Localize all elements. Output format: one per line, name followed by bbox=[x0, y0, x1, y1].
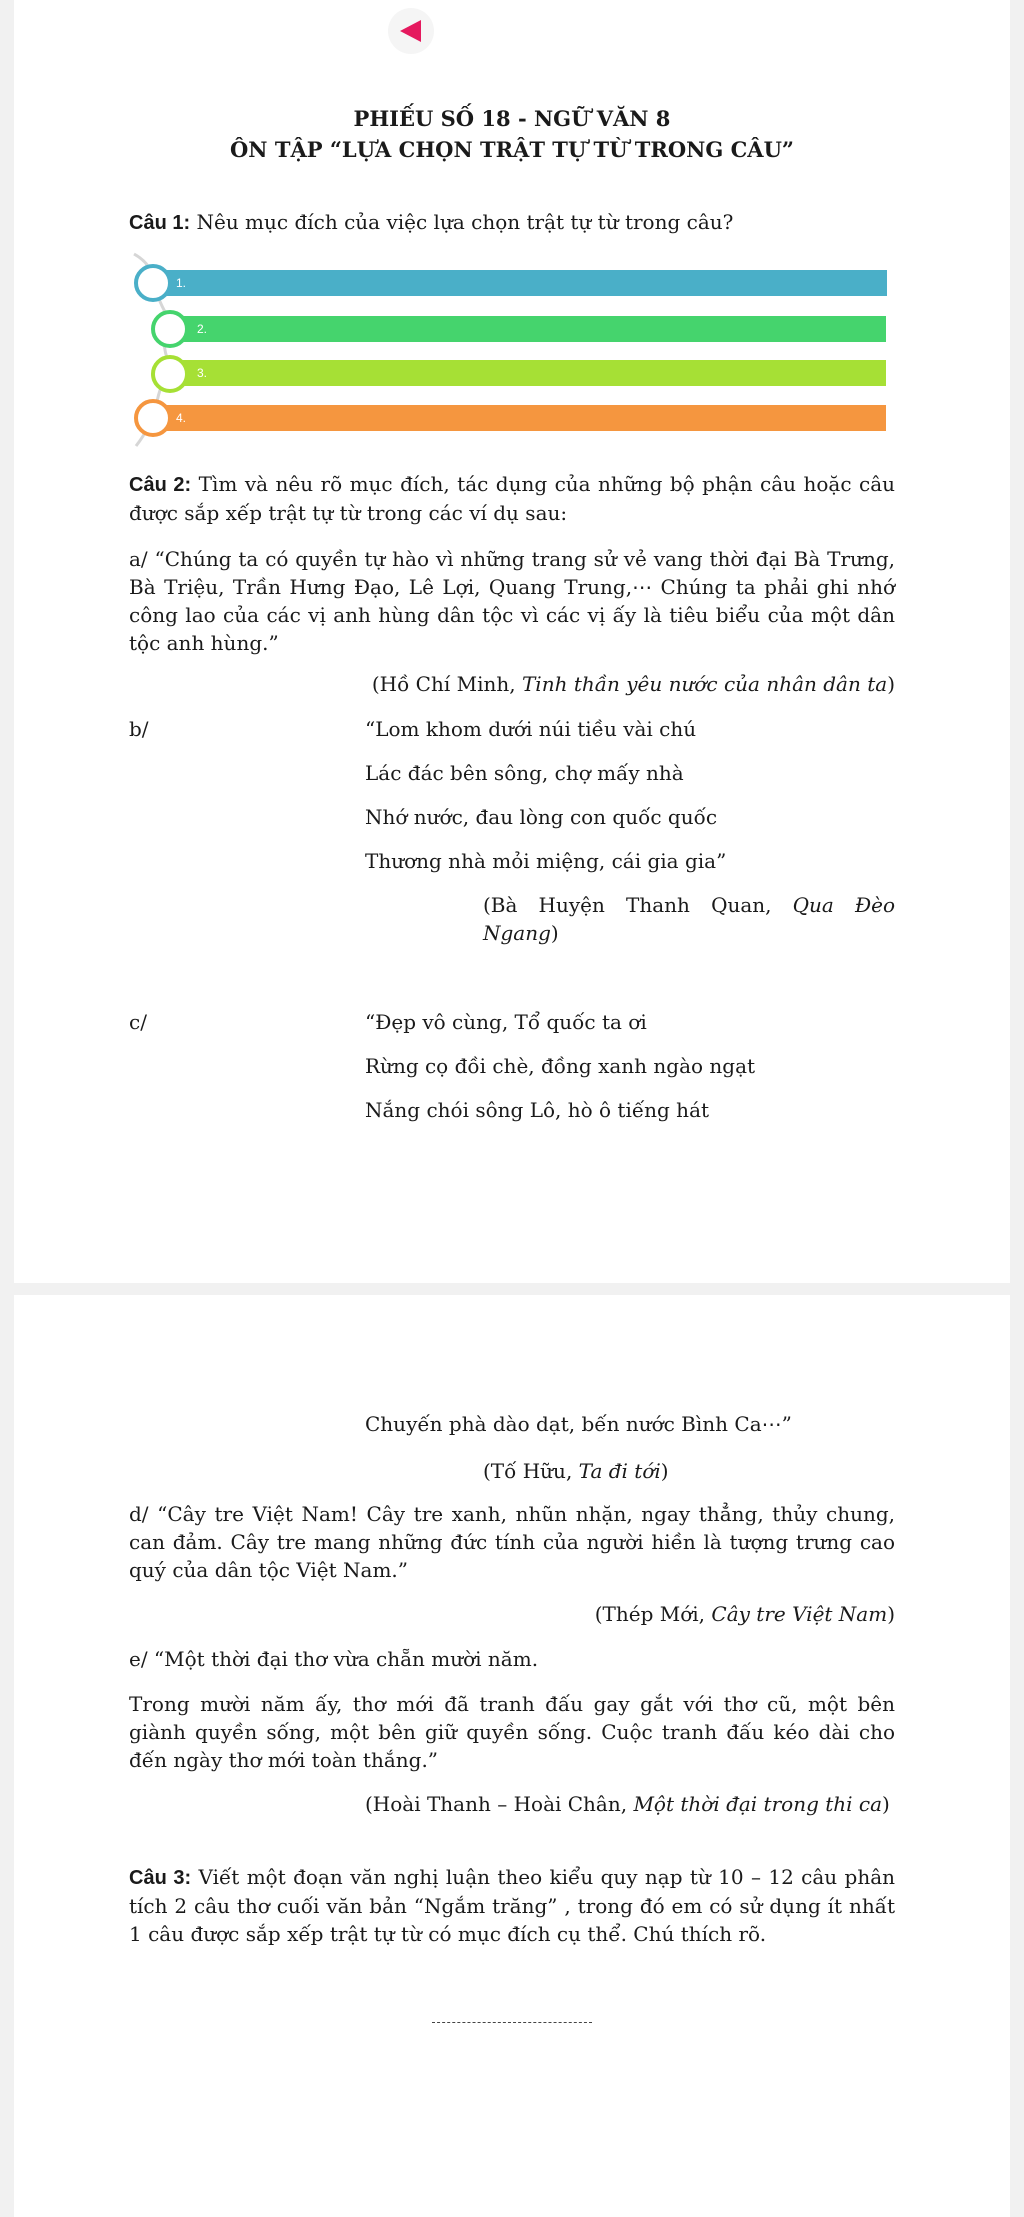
example-b-line-4: Thương nhà mỏi miệng, cái gia gia” bbox=[365, 849, 727, 873]
example-b-line-1: “Lom khom dưới núi tiều vài chú bbox=[365, 717, 697, 741]
answer-bar-3-fill bbox=[170, 360, 886, 386]
example-e-paragraph: Trong mười năm ấy, thơ mới đã tranh đấu gay gắt với thơ cũ, một bên giành quyền sống, một bên giữ quyền sống. Cuộc tranh đấu kéo dài cho đến ngày thơ mới toàn thắng.” bbox=[129, 1692, 895, 1772]
example-c-source-author: (Tố Hữu, bbox=[483, 1459, 579, 1483]
question-1 bbox=[129, 208, 899, 237]
example-b-source-author: (Bà Huyện Thanh Quan, bbox=[483, 893, 793, 917]
answer-bar-2-ring bbox=[151, 310, 189, 348]
example-e-source-title: Một thời đại trong thi ca bbox=[633, 1792, 883, 1816]
answer-bar-4-ring bbox=[134, 399, 172, 437]
answer-bar-4-number: 4. bbox=[176, 411, 187, 425]
example-c-source-close: ) bbox=[660, 1459, 669, 1483]
answer-bar-2-number: 2. bbox=[197, 322, 208, 336]
example-d-source bbox=[365, 1600, 895, 1628]
example-b-line-2: Lác đác bên sông, chợ mấy nhà bbox=[365, 761, 684, 785]
example-a-source-author: (Hồ Chí Minh, bbox=[371, 672, 522, 696]
example-b-source-close: ) bbox=[550, 921, 559, 945]
example-a-source bbox=[365, 670, 895, 698]
example-e-source-author: (Hoài Thanh – Hoài Chân, bbox=[365, 1792, 634, 1816]
question-1-label: Câu 1: bbox=[129, 212, 191, 234]
example-c-source-title: Ta đi tới bbox=[578, 1459, 661, 1483]
question-2-label: Câu 2: bbox=[129, 474, 192, 496]
question-3-label: Câu 3: bbox=[129, 1867, 192, 1889]
answer-bar-1-ring bbox=[134, 264, 172, 302]
answer-bar-4-fill bbox=[158, 405, 886, 431]
example-d-source-title: Cây tre Việt Nam bbox=[711, 1602, 888, 1626]
worksheet-subtitle: ÔN TẬP “LỰA CHỌN TRẬT TỰ TỪ TRONG CÂU” bbox=[230, 137, 794, 162]
triangle-left-icon bbox=[399, 19, 423, 43]
example-e-source bbox=[365, 1790, 895, 1818]
example-c-line-2: Rừng cọ đồi chè, đồng xanh ngào ngạt bbox=[365, 1054, 756, 1078]
example-d-source-close: ) bbox=[887, 1602, 895, 1626]
example-d-text: d/ “Cây tre Việt Nam! Cây tre xanh, nhũn nhặn, ngay thẳng, thủy chung, can đảm. Cây tre mang những đức tính của người hiền là tượng trưng cao quý của dân tộc Việt Nam.” bbox=[129, 1502, 895, 1582]
example-e-line-1: e/ “Một thời đại thơ vừa chẵn mười năm. bbox=[129, 1647, 539, 1671]
example-c-source bbox=[483, 1457, 895, 1485]
example-b-source-title: Qua Đèo Ngang bbox=[483, 893, 895, 945]
question-2 bbox=[129, 470, 895, 527]
example-c-label: c/ bbox=[129, 1010, 147, 1034]
question-3-text: Viết một đoạn văn nghị luận theo kiểu quy nạp từ 10 – 12 câu phân tích 2 câu thơ cuối văn bản “Ngắm trăng” , trong đó em có sử dụng ít nhất 1 câu được sắp xếp trật tự từ có mục đích cụ thể. Chú thích rõ. bbox=[129, 1865, 896, 1946]
back-button[interactable] bbox=[388, 8, 434, 54]
example-e-source-close: ) bbox=[882, 1792, 890, 1816]
question-1-text: Nêu mục đích của việc lựa chọn trật tự từ trong câu? bbox=[196, 210, 734, 234]
answer-bar-1-fill bbox=[158, 270, 887, 296]
example-c-line-4: Chuyến phà dào dạt, bến nước Bình Ca⋯” bbox=[365, 1412, 792, 1436]
example-b-source bbox=[483, 891, 895, 947]
answer-bar-3-ring bbox=[151, 355, 189, 393]
example-c-line-3: Nắng chói sông Lô, hò ô tiếng hát bbox=[365, 1098, 710, 1122]
example-d-source-author: (Thép Mới, bbox=[594, 1602, 712, 1626]
question-3 bbox=[129, 1863, 895, 1948]
worksheet-title: PHIẾU SỐ 18 - NGỮ VĂN 8 bbox=[353, 106, 671, 131]
answer-bar-3-number: 3. bbox=[197, 366, 208, 380]
end-divider bbox=[432, 2022, 592, 2023]
example-b-label: b/ bbox=[129, 717, 149, 741]
example-a-text: a/ “Chúng ta có quyền tự hào vì những trang sử vẻ vang thời đại Bà Trưng, Bà Triệu, Trần Hưng Đạo, Lê Lợi, Quang Trung,⋯ Chúng ta phải ghi nhớ công lao của các vị anh hùng dân tộc vì các vị ấy là tiêu biểu của một dân tộc anh hùng.” bbox=[129, 547, 895, 655]
answer-bar-1-number: 1. bbox=[176, 276, 187, 290]
example-c-line-1: “Đẹp vô cùng, Tổ quốc ta ơi bbox=[365, 1010, 647, 1034]
example-a-source-close: ) bbox=[887, 672, 895, 696]
example-b-line-3: Nhớ nước, đau lòng con quốc quốc bbox=[365, 805, 718, 829]
question-2-text: Tìm và nêu rõ mục đích, tác dụng của những bộ phận câu hoặc câu được sắp xếp trật tự từ trong các ví dụ sau: bbox=[129, 472, 895, 525]
answer-bar-2-fill bbox=[170, 316, 886, 342]
example-a-source-title: Tinh thần yêu nước của nhân dân ta bbox=[521, 672, 888, 696]
